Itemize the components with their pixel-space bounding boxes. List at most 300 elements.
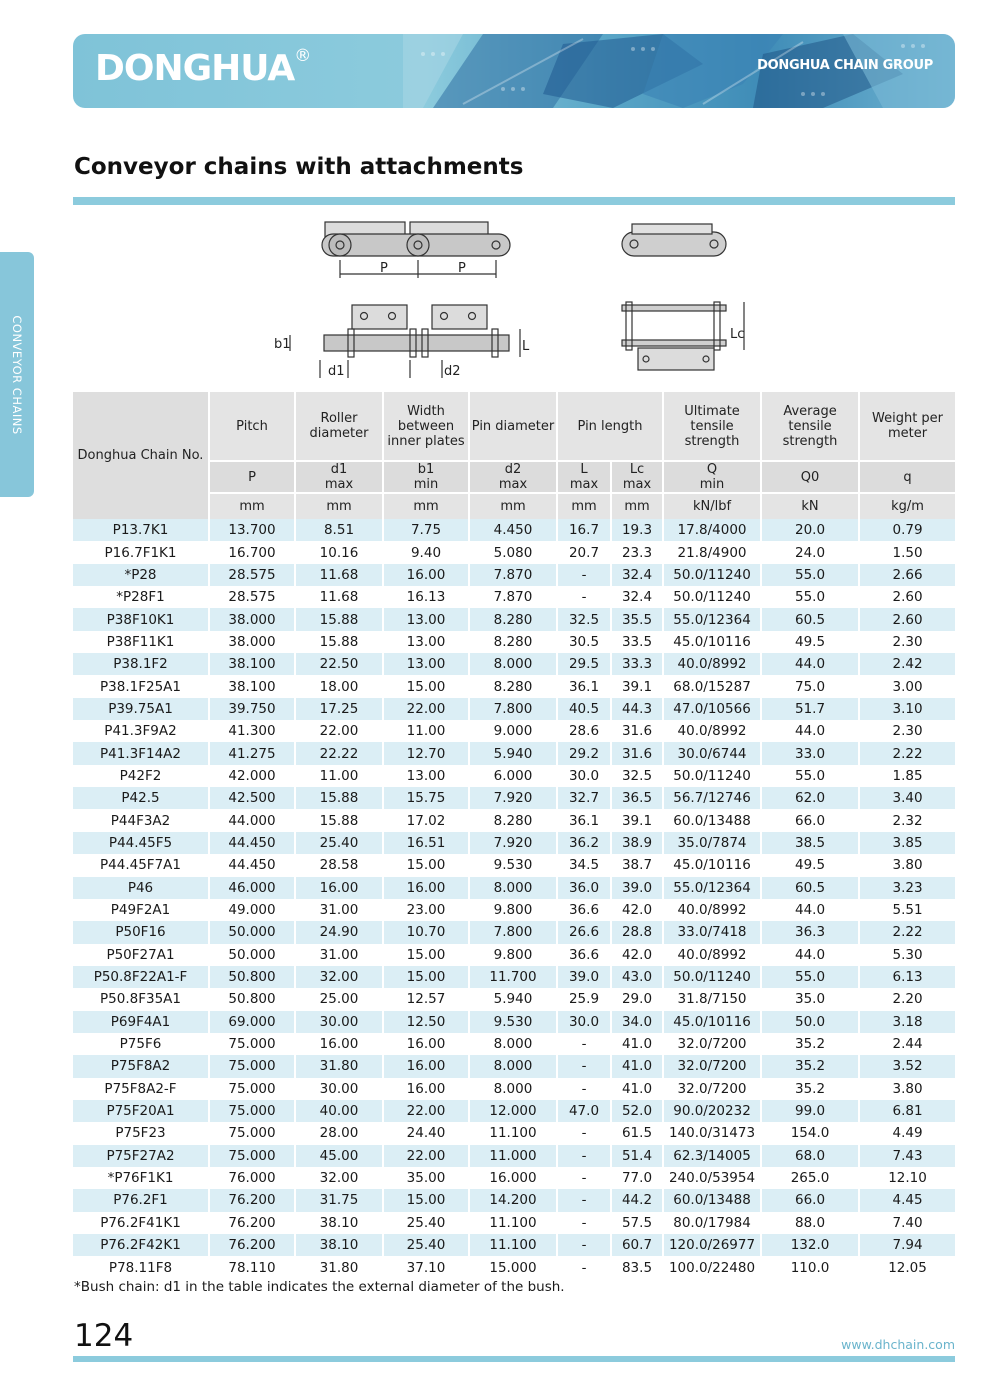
table-cell: 1.85 xyxy=(859,765,955,787)
table-cell: 75.0 xyxy=(761,675,859,697)
table-cell: 110.0 xyxy=(761,1256,859,1278)
table-cell: 15.00 xyxy=(383,1189,469,1211)
table-cell: 7.870 xyxy=(469,586,557,608)
table-cell: 17.8/4000 xyxy=(663,519,761,541)
table-cell: 21.8/4900 xyxy=(663,541,761,563)
table-cell: 11.100 xyxy=(469,1122,557,1144)
website-link[interactable]: www.dhchain.com xyxy=(841,1337,955,1352)
table-cell: 11.68 xyxy=(295,586,383,608)
table-cell: 23.3 xyxy=(611,541,663,563)
unit: mm xyxy=(295,493,383,519)
b1-label: b1 xyxy=(274,337,291,352)
table-cell: 45.00 xyxy=(295,1145,383,1167)
table-cell: 29.2 xyxy=(557,742,611,764)
table-cell: 8.000 xyxy=(469,877,557,899)
table-cell: 11.100 xyxy=(469,1212,557,1234)
table-cell: 41.0 xyxy=(611,1055,663,1077)
table-cell: 38.10 xyxy=(295,1234,383,1256)
symbol-cell xyxy=(557,461,611,493)
table-cell: 55.0/12364 xyxy=(663,877,761,899)
chain-no-cell: P78.11F8 xyxy=(73,1256,209,1278)
table-cell: 2.42 xyxy=(859,653,955,675)
table-cell: 38.100 xyxy=(209,653,295,675)
table-cell: 13.00 xyxy=(383,608,469,630)
table-cell: 2.32 xyxy=(859,809,955,831)
table-cell: 60.7 xyxy=(611,1234,663,1256)
d1-label: d1 xyxy=(328,364,345,379)
table-row xyxy=(73,877,955,899)
table-row xyxy=(73,541,955,563)
table-row xyxy=(73,586,955,608)
table-row xyxy=(73,1145,955,1167)
table-cell: 16.000 xyxy=(469,1167,557,1189)
table-cell: 31.75 xyxy=(295,1189,383,1211)
table-cell: 39.0 xyxy=(611,877,663,899)
col-header: Weight per meter xyxy=(859,392,955,461)
table-row xyxy=(73,787,955,809)
table-row xyxy=(73,1256,955,1278)
table-cell: 25.00 xyxy=(295,988,383,1010)
table-cell: 99.0 xyxy=(761,1100,859,1122)
table-cell: 47.0 xyxy=(557,1100,611,1122)
chain-no-cell: P38F11K1 xyxy=(73,631,209,653)
table-cell: 38.000 xyxy=(209,608,295,630)
table-cell: 16.00 xyxy=(295,1033,383,1055)
table-cell: 29.5 xyxy=(557,653,611,675)
table-cell: 3.23 xyxy=(859,877,955,899)
table-cell: 69.000 xyxy=(209,1011,295,1033)
chain-no-cell: P75F8A2-F xyxy=(73,1078,209,1100)
symbol: d1 xyxy=(330,462,348,477)
chain-no-cell: P76.2F41K1 xyxy=(73,1212,209,1234)
table-cell: 38.10 xyxy=(295,1212,383,1234)
table-cell: 62.3/14005 xyxy=(663,1145,761,1167)
table-cell: 76.000 xyxy=(209,1167,295,1189)
table-cell: 56.7/12746 xyxy=(663,787,761,809)
table-cell: 4.49 xyxy=(859,1122,955,1144)
table-row xyxy=(73,1122,955,1144)
table-row xyxy=(73,899,955,921)
table-cell: 44.450 xyxy=(209,854,295,876)
group-name: DONGHUA CHAIN GROUP xyxy=(757,58,933,73)
table-cell: 15.00 xyxy=(383,944,469,966)
table-cell: 36.0 xyxy=(557,877,611,899)
table-row xyxy=(73,988,955,1010)
table-cell: 7.75 xyxy=(383,519,469,541)
table-cell: 3.10 xyxy=(859,698,955,720)
table-cell: 75.000 xyxy=(209,1122,295,1144)
table-row xyxy=(73,832,955,854)
table-cell: 60.5 xyxy=(761,608,859,630)
col-header: Ultimate tensile strength xyxy=(663,392,761,461)
table-cell: 24.90 xyxy=(295,921,383,943)
table-cell: 38.7 xyxy=(611,854,663,876)
table-cell: 42.0 xyxy=(611,899,663,921)
table-cell: 55.0 xyxy=(761,564,859,586)
table-cell: 7.870 xyxy=(469,564,557,586)
chain-no-cell: P42F2 xyxy=(73,765,209,787)
table-cell: 7.800 xyxy=(469,698,557,720)
table-cell: 75.000 xyxy=(209,1078,295,1100)
table-row xyxy=(73,1189,955,1211)
symbol: Lc xyxy=(629,462,645,477)
table-cell: 75.000 xyxy=(209,1100,295,1122)
table-cell: 32.00 xyxy=(295,1167,383,1189)
table-cell: 17.25 xyxy=(295,698,383,720)
table-cell: 45.0/10116 xyxy=(663,1011,761,1033)
table-cell: 51.7 xyxy=(761,698,859,720)
table-row xyxy=(73,1212,955,1234)
table-cell: 52.0 xyxy=(611,1100,663,1122)
table-cell: 16.00 xyxy=(383,1055,469,1077)
unit: mm xyxy=(557,493,611,519)
table-cell: 57.5 xyxy=(611,1212,663,1234)
chain-no-cell: P38F10K1 xyxy=(73,608,209,630)
table-cell: 100.0/22480 xyxy=(663,1256,761,1278)
table-cell: 32.4 xyxy=(611,586,663,608)
table-cell: 3.40 xyxy=(859,787,955,809)
table-cell: 32.5 xyxy=(611,765,663,787)
chain-no-cell: P75F27A2 xyxy=(73,1145,209,1167)
table-cell: 40.0/8992 xyxy=(663,653,761,675)
table-cell: 16.51 xyxy=(383,832,469,854)
table-cell: 5.080 xyxy=(469,541,557,563)
table-cell: 41.275 xyxy=(209,742,295,764)
table-cell: 5.51 xyxy=(859,899,955,921)
col-header: Pin length xyxy=(557,392,663,461)
table-cell: 35.2 xyxy=(761,1078,859,1100)
table-cell: 8.000 xyxy=(469,1055,557,1077)
table-cell: 7.94 xyxy=(859,1234,955,1256)
table-cell: - xyxy=(557,1256,611,1278)
table-row xyxy=(73,653,955,675)
qualifier: min xyxy=(413,477,439,492)
table-cell: - xyxy=(557,1167,611,1189)
symbol-cell xyxy=(663,461,761,493)
table-cell: 50.000 xyxy=(209,921,295,943)
table-cell: 7.40 xyxy=(859,1212,955,1234)
table-cell: 46.000 xyxy=(209,877,295,899)
table-cell: 36.3 xyxy=(761,921,859,943)
table-cell: 30.0 xyxy=(557,1011,611,1033)
chain-no-cell: *P76F1K1 xyxy=(73,1167,209,1189)
chain-no-cell: P49F2A1 xyxy=(73,899,209,921)
pitch-label-1: P xyxy=(380,261,388,276)
table-cell: 33.0 xyxy=(761,742,859,764)
table-row xyxy=(73,1033,955,1055)
table-cell: 51.4 xyxy=(611,1145,663,1167)
header-banner xyxy=(73,34,955,108)
title-divider xyxy=(73,197,955,205)
unit: kg/m xyxy=(859,493,955,519)
table-cell: 23.00 xyxy=(383,899,469,921)
table-cell: 2.60 xyxy=(859,586,955,608)
qualifier: max xyxy=(324,477,354,492)
table-cell: 30.00 xyxy=(295,1011,383,1033)
footer-divider xyxy=(73,1356,955,1362)
table-cell: 4.45 xyxy=(859,1189,955,1211)
d2-label: d2 xyxy=(444,364,461,379)
table-cell: 50.0 xyxy=(761,1011,859,1033)
table-cell: 8.000 xyxy=(469,1078,557,1100)
table-cell: 31.6 xyxy=(611,720,663,742)
table-cell: 36.1 xyxy=(557,675,611,697)
chain-no-cell: P76.2F1 xyxy=(73,1189,209,1211)
table-cell: 49.5 xyxy=(761,854,859,876)
table-cell: 32.00 xyxy=(295,966,383,988)
table-cell: 2.44 xyxy=(859,1033,955,1055)
table-cell: 25.40 xyxy=(383,1212,469,1234)
page-number: 124 xyxy=(74,1318,134,1354)
table-cell: 3.80 xyxy=(859,1078,955,1100)
table-cell: 8.280 xyxy=(469,631,557,653)
table-cell: 26.6 xyxy=(557,921,611,943)
table-cell: 29.0 xyxy=(611,988,663,1010)
table-cell: - xyxy=(557,1145,611,1167)
table-cell: 39.0 xyxy=(557,966,611,988)
table-cell: 5.940 xyxy=(469,988,557,1010)
footnote: *Bush chain: d1 in the table indicates the external diameter of the bush. xyxy=(74,1279,565,1295)
table-cell: - xyxy=(557,1055,611,1077)
table-cell: 33.0/7418 xyxy=(663,921,761,943)
symbol: Q0 xyxy=(800,469,820,485)
spec-table xyxy=(73,392,955,1279)
chain-no-cell: P44F3A2 xyxy=(73,809,209,831)
chain-no-cell: P41.3F9A2 xyxy=(73,720,209,742)
table-cell: 8.000 xyxy=(469,653,557,675)
chain-no-cell: P38.1F2 xyxy=(73,653,209,675)
table-cell: 30.00 xyxy=(295,1078,383,1100)
table-cell: 39.1 xyxy=(611,675,663,697)
table-cell: 7.920 xyxy=(469,787,557,809)
table-row xyxy=(73,966,955,988)
table-cell: 13.00 xyxy=(383,631,469,653)
table-cell: 35.5 xyxy=(611,608,663,630)
table-cell: 41.0 xyxy=(611,1078,663,1100)
table-cell: 6.81 xyxy=(859,1100,955,1122)
table-cell: 25.40 xyxy=(383,1234,469,1256)
table-cell: 18.00 xyxy=(295,675,383,697)
table-cell: 12.000 xyxy=(469,1100,557,1122)
table-cell: 55.0 xyxy=(761,765,859,787)
table-cell: 15.00 xyxy=(383,854,469,876)
table-cell: 68.0 xyxy=(761,1145,859,1167)
chain-no-cell: P44.45F5 xyxy=(73,832,209,854)
table-row xyxy=(73,1234,955,1256)
table-cell: 88.0 xyxy=(761,1212,859,1234)
table-cell: 28.58 xyxy=(295,854,383,876)
table-cell: 25.40 xyxy=(295,832,383,854)
table-cell: 30.0 xyxy=(557,765,611,787)
table-cell: 34.0 xyxy=(611,1011,663,1033)
chain-diagram xyxy=(260,210,760,385)
table-cell: 45.0/10116 xyxy=(663,854,761,876)
table-cell: 38.000 xyxy=(209,631,295,653)
table-cell: 32.0/7200 xyxy=(663,1078,761,1100)
table-cell: 40.0/8992 xyxy=(663,944,761,966)
table-cell: 2.22 xyxy=(859,921,955,943)
table-cell: - xyxy=(557,1033,611,1055)
table-cell: 17.02 xyxy=(383,809,469,831)
table-cell: 76.200 xyxy=(209,1212,295,1234)
table-cell: 76.200 xyxy=(209,1234,295,1256)
table-cell: 75.000 xyxy=(209,1145,295,1167)
table-cell: 66.0 xyxy=(761,809,859,831)
table-cell: 62.0 xyxy=(761,787,859,809)
table-cell: 55.0 xyxy=(761,966,859,988)
table-cell: 240.0/53954 xyxy=(663,1167,761,1189)
spec-table-body xyxy=(73,519,955,1279)
table-cell: 22.22 xyxy=(295,742,383,764)
table-cell: 47.0/10566 xyxy=(663,698,761,720)
table-cell: 7.43 xyxy=(859,1145,955,1167)
table-cell: 83.5 xyxy=(611,1256,663,1278)
chain-no-cell: P75F23 xyxy=(73,1122,209,1144)
table-cell: 45.0/10116 xyxy=(663,631,761,653)
table-cell: 42.500 xyxy=(209,787,295,809)
table-cell: 3.52 xyxy=(859,1055,955,1077)
table-cell: 9.530 xyxy=(469,1011,557,1033)
table-cell: 6.000 xyxy=(469,765,557,787)
symbol-cell xyxy=(859,461,955,493)
col-header: Width between inner plates xyxy=(383,392,469,461)
table-row xyxy=(73,1167,955,1189)
table-cell: 154.0 xyxy=(761,1122,859,1144)
unit: kN/lbf xyxy=(663,493,761,519)
table-cell: - xyxy=(557,586,611,608)
table-cell: 49.5 xyxy=(761,631,859,653)
table-cell: 35.2 xyxy=(761,1033,859,1055)
symbol: P xyxy=(248,469,256,485)
registered-mark: ® xyxy=(294,46,311,66)
table-cell: 32.4 xyxy=(611,564,663,586)
table-cell: 77.0 xyxy=(611,1167,663,1189)
table-cell: 16.13 xyxy=(383,586,469,608)
table-row xyxy=(73,1011,955,1033)
table-cell: 31.80 xyxy=(295,1055,383,1077)
table-cell: 16.00 xyxy=(383,877,469,899)
table-row xyxy=(73,698,955,720)
table-cell: 12.05 xyxy=(859,1256,955,1278)
table-cell: 40.0/8992 xyxy=(663,720,761,742)
table-cell: 32.5 xyxy=(557,608,611,630)
table-cell: 1.50 xyxy=(859,541,955,563)
table-cell: 40.0/8992 xyxy=(663,899,761,921)
table-cell: 42.000 xyxy=(209,765,295,787)
table-cell: 2.30 xyxy=(859,631,955,653)
table-cell: - xyxy=(557,1078,611,1100)
symbol: b1 xyxy=(417,462,435,477)
table-cell: 44.450 xyxy=(209,832,295,854)
table-cell: 14.200 xyxy=(469,1189,557,1211)
table-cell: 44.0 xyxy=(761,653,859,675)
col-header: Pitch xyxy=(209,392,295,461)
table-cell: 12.57 xyxy=(383,988,469,1010)
table-cell: 33.3 xyxy=(611,653,663,675)
chain-no-header: Donghua Chain No. xyxy=(73,392,209,519)
table-cell: 35.2 xyxy=(761,1055,859,1077)
chain-no-cell: P41.3F14A2 xyxy=(73,742,209,764)
table-row xyxy=(73,1100,955,1122)
table-cell: 12.10 xyxy=(859,1167,955,1189)
table-cell: 15.88 xyxy=(295,809,383,831)
table-cell: 35.0 xyxy=(761,988,859,1010)
symbol-cell xyxy=(383,461,469,493)
symbol-cell xyxy=(469,461,557,493)
table-cell: 39.750 xyxy=(209,698,295,720)
table-cell: 7.800 xyxy=(469,921,557,943)
table-cell: 140.0/31473 xyxy=(663,1122,761,1144)
table-cell: 16.00 xyxy=(383,1033,469,1055)
lc-label: Lc xyxy=(730,327,745,342)
table-cell: 3.18 xyxy=(859,1011,955,1033)
table-cell: 16.700 xyxy=(209,541,295,563)
table-cell: 28.8 xyxy=(611,921,663,943)
page-title: Conveyor chains with attachments xyxy=(74,154,524,180)
chain-no-cell: *P28F1 xyxy=(73,586,209,608)
table-cell: 50.0/11240 xyxy=(663,966,761,988)
chain-no-cell: P13.7K1 xyxy=(73,519,209,541)
table-cell: 50.0/11240 xyxy=(663,564,761,586)
table-cell: 36.5 xyxy=(611,787,663,809)
symbol: d2 xyxy=(504,462,522,477)
table-cell: 31.80 xyxy=(295,1256,383,1278)
table-row xyxy=(73,944,955,966)
table-cell: 44.2 xyxy=(611,1189,663,1211)
table-cell: 32.7 xyxy=(557,787,611,809)
table-cell: 35.0/7874 xyxy=(663,832,761,854)
col-header: Average tensile strength xyxy=(761,392,859,461)
chain-no-cell: P75F20A1 xyxy=(73,1100,209,1122)
table-cell: 38.100 xyxy=(209,675,295,697)
table-cell: 80.0/17984 xyxy=(663,1212,761,1234)
table-cell: 44.000 xyxy=(209,809,295,831)
table-cell: 41.0 xyxy=(611,1033,663,1055)
table-cell: 55.0/12364 xyxy=(663,608,761,630)
table-cell: 11.700 xyxy=(469,966,557,988)
table-cell: 55.0 xyxy=(761,586,859,608)
symbol-cell xyxy=(209,461,295,493)
qualifier: max xyxy=(622,477,652,492)
table-cell: - xyxy=(557,1122,611,1144)
table-cell: 28.575 xyxy=(209,586,295,608)
chain-no-cell: P69F4A1 xyxy=(73,1011,209,1033)
table-cell: - xyxy=(557,564,611,586)
table-cell: 265.0 xyxy=(761,1167,859,1189)
table-cell: 22.00 xyxy=(383,1145,469,1167)
table-cell: 10.16 xyxy=(295,541,383,563)
col-header: Roller diameter xyxy=(295,392,383,461)
table-cell: 15.88 xyxy=(295,787,383,809)
chain-no-cell: P46 xyxy=(73,877,209,899)
chain-no-cell: P75F6 xyxy=(73,1033,209,1055)
table-cell: 8.000 xyxy=(469,1033,557,1055)
table-cell: - xyxy=(557,1189,611,1211)
table-cell: 75.000 xyxy=(209,1033,295,1055)
table-row xyxy=(73,854,955,876)
table-cell: 4.450 xyxy=(469,519,557,541)
table-cell: 40.5 xyxy=(557,698,611,720)
table-cell: 8.280 xyxy=(469,608,557,630)
table-cell: 19.3 xyxy=(611,519,663,541)
table-cell: 16.00 xyxy=(295,877,383,899)
table-cell: 9.800 xyxy=(469,899,557,921)
table-cell: 9.40 xyxy=(383,541,469,563)
qualifier: max xyxy=(498,477,528,492)
table-cell: 11.100 xyxy=(469,1234,557,1256)
table-cell: 35.00 xyxy=(383,1167,469,1189)
table-cell: 6.13 xyxy=(859,966,955,988)
